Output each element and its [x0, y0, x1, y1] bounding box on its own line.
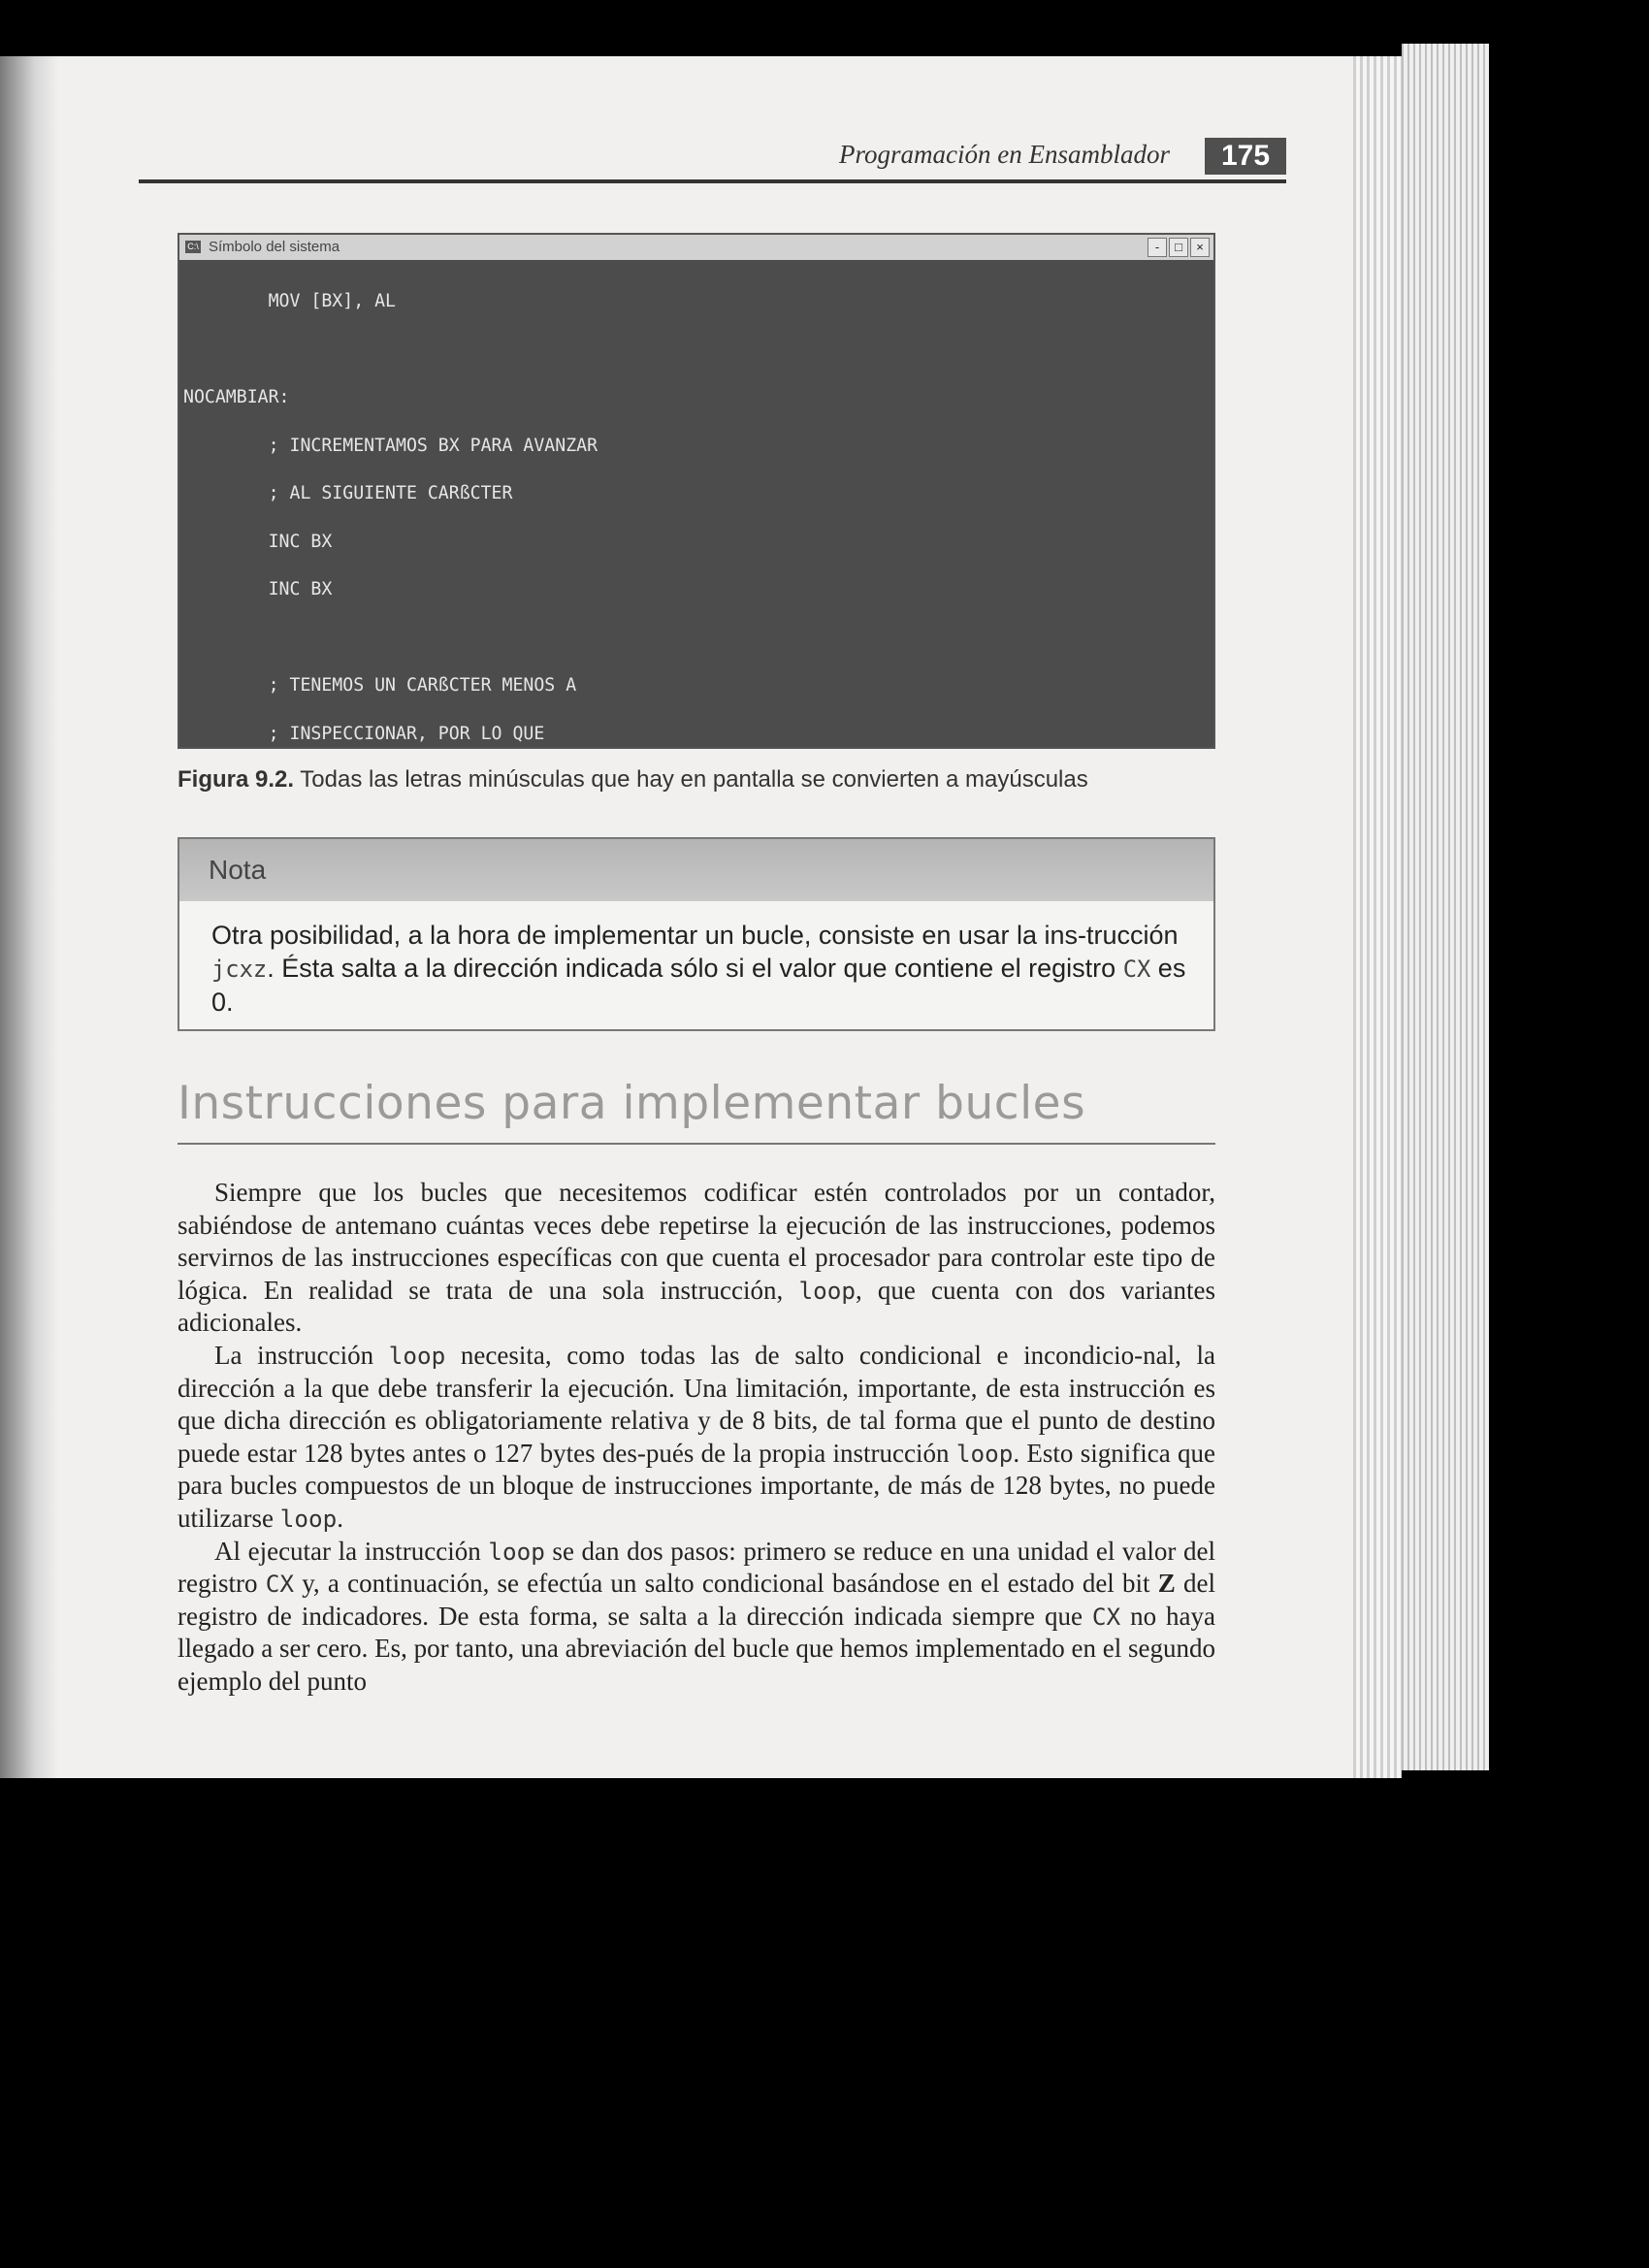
console-line: [183, 631, 1210, 647]
note-text-part: es 0.: [211, 954, 1186, 1017]
window-controls: [1148, 238, 1210, 257]
header-rule: [139, 179, 1286, 183]
book-page-edges: [1402, 44, 1489, 1770]
text-run: no haya llegado a ser cero. Es, por tanto, una abreviación del bucle que hemos implementado en el segundo ejemplo del punto: [178, 1601, 1215, 1696]
text-run: .: [337, 1503, 343, 1533]
figure-caption-text: Todas las letras minúsculas que hay en pantalla se convierten a mayúsculas: [294, 766, 1088, 793]
note-title: Nota: [179, 839, 1213, 901]
console-window-title: Símbolo del sistema: [209, 239, 340, 255]
text-run: , que cuenta con dos variantes adicionales.: [178, 1275, 1215, 1338]
paragraph: [178, 1536, 1215, 1699]
bold-text: Z: [1157, 1569, 1176, 1599]
close-icon: ×: [1190, 238, 1210, 257]
console-app-icon: C:\: [185, 241, 201, 253]
running-title: Programación en Ensamblador: [839, 140, 1170, 169]
text-run: . Esto significa que para bucles compuestos de un bloque de instrucciones importante, de más de 128 bytes, no puede utilizarse: [178, 1438, 1215, 1533]
text-run: Siempre que los bucles que necesitemos codificar estén controlados por un contador, sabiéndose de antemano cuántas veces debe repetirse la ejecución de las instrucciones, podemos servirnos de las instrucciones específicas con que cuenta el procesador para controlar este tipo de lógica. En realidad se trata de una sola instrucción,: [178, 1178, 1215, 1305]
note-code: CX: [1122, 956, 1151, 983]
figure-label: Figura 9.2.: [178, 766, 295, 793]
binding-shadow: [0, 56, 58, 1778]
maximize-icon: □: [1169, 238, 1188, 257]
console-line: NOCAMBIAR:: [183, 387, 290, 407]
figure-caption: [178, 766, 1215, 794]
console-line: INC BX: [183, 531, 333, 552]
section-heading: Instrucciones para implementar bucles: [178, 1077, 1086, 1130]
inline-code: loop: [279, 1504, 338, 1533]
inline-code: loop: [388, 1341, 446, 1370]
paragraph: [178, 1177, 1215, 1340]
note-text: [211, 919, 1191, 1019]
inline-code: CX: [1091, 1602, 1121, 1631]
text-run: Al ejecutar la instrucción: [214, 1536, 489, 1566]
note-text-part: Otra posibilidad, a la hora de implementar un bucle, consiste en usar la ins-trucción: [211, 921, 1179, 950]
inline-code: loop: [955, 1439, 1014, 1468]
console-line: ; INCREMENTAMOS BX PARA AVANZAR: [183, 435, 598, 456]
note-text-part: . Ésta salta a la dirección indicada sólo si el valor que contiene el registro: [267, 954, 1123, 983]
note-code: jcxz: [211, 956, 268, 983]
inline-code: CX: [265, 1570, 294, 1599]
page-number: 175: [1205, 138, 1286, 175]
text-run: La instrucción: [214, 1340, 389, 1370]
inline-code: loop: [798, 1276, 856, 1305]
text-run: del registro de indicadores. De esta forma, se salta a la dirección indicada siempre que: [178, 1569, 1215, 1631]
paragraph: [178, 1340, 1215, 1536]
console-line: INC BX: [183, 579, 333, 599]
text-run: se dan dos pasos: primero se reduce en una unidad el valor del registro: [178, 1536, 1215, 1599]
console-line: ; TENEMOS UN CARßCTER MENOS A: [183, 675, 577, 696]
minimize-icon: -: [1148, 238, 1167, 257]
page-edge-stack: [1353, 56, 1402, 1778]
console-line: ; AL SIGUIENTE CARßCTER: [183, 483, 513, 503]
console-output: [183, 262, 1210, 745]
note-box: [178, 837, 1215, 1031]
text-run: y, a continuación, se efectúa un salto condicional basándose en el estado del bit: [293, 1569, 1158, 1599]
console-line: ; INSPECCIONAR, POR LO QUE: [183, 723, 545, 744]
section-rule: [178, 1143, 1215, 1145]
console-window-screenshot: [178, 233, 1215, 749]
console-line: MOV [BX], AL: [183, 291, 396, 311]
body-text: [178, 1177, 1215, 1699]
inline-code: loop: [488, 1537, 545, 1566]
text-run: necesita, como todas las de salto condicional e incondicio-nal, la dirección a la que debe transferir la ejecución. Una limitación, importante, de esta instrucción es que dicha dirección es obligatoriamente relativa y de 8 bits, de tal forma que el punto de destino puede estar 128 bytes antes o 127 bytes des-pués de la propia instrucción: [178, 1340, 1215, 1468]
book-page: [0, 56, 1402, 1778]
console-titlebar: [179, 235, 1213, 260]
console-line: [183, 342, 1210, 359]
